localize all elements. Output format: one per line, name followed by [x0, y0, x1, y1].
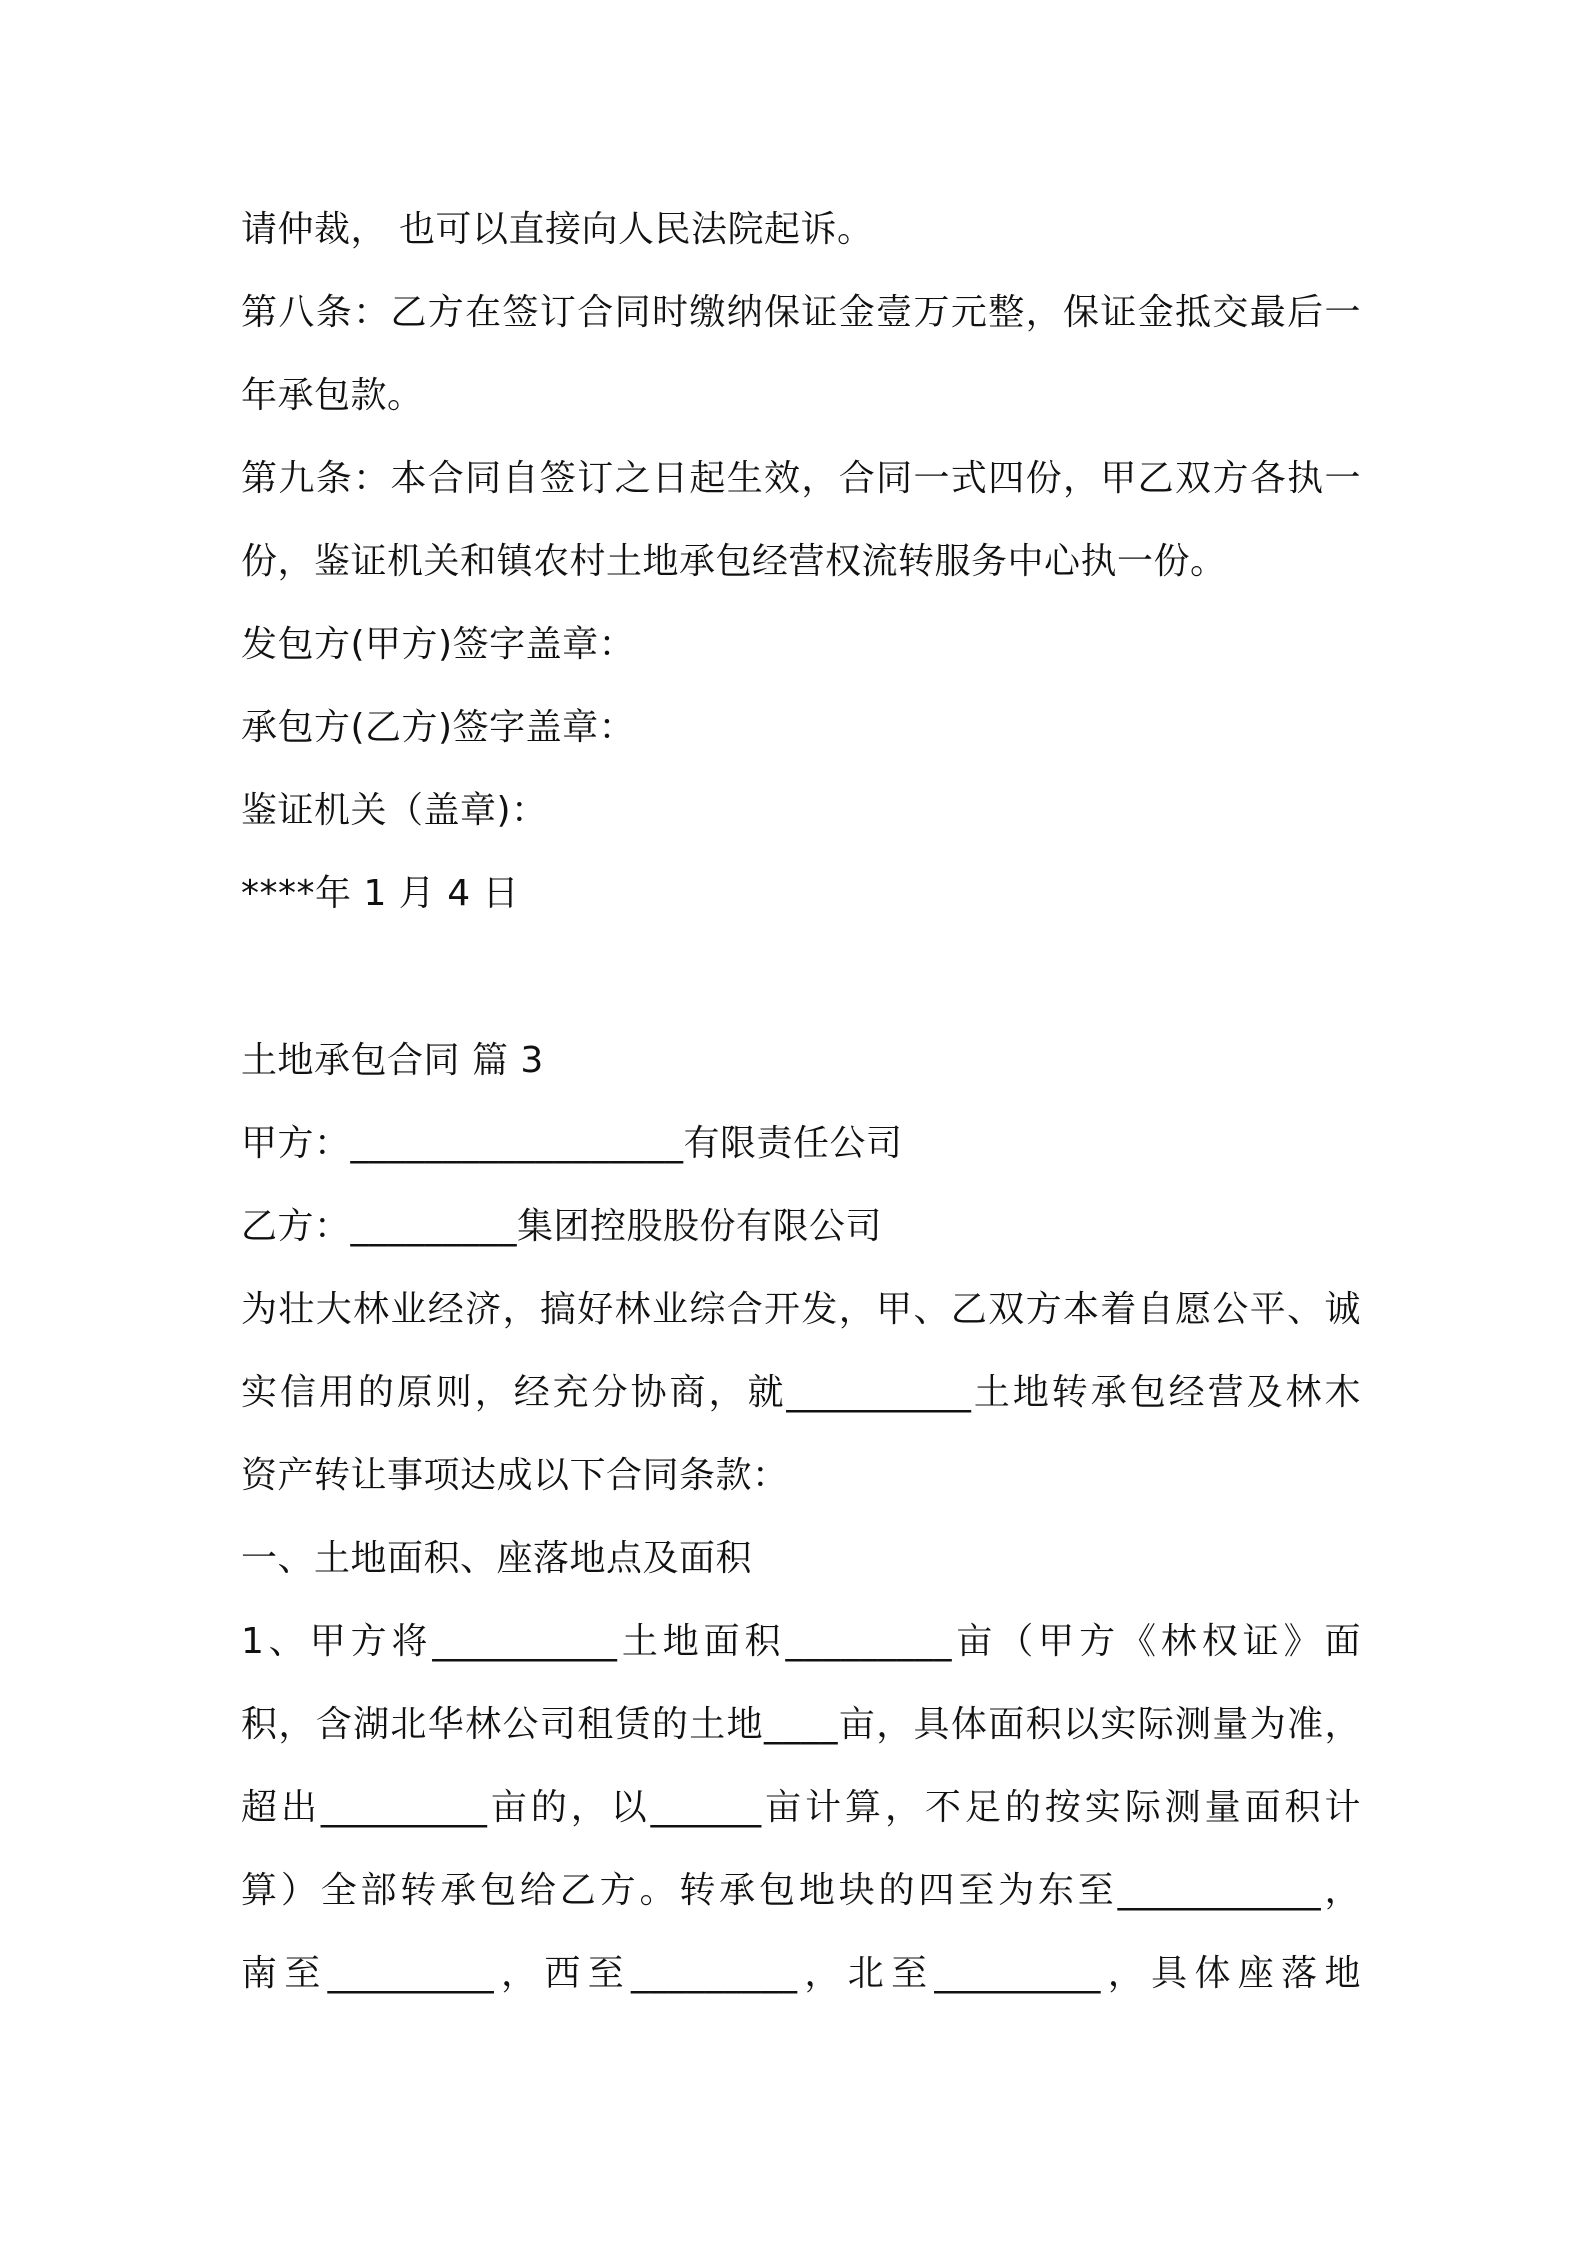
text-line: 算）全部转承包给乙方。转承包地块的四至为东至___________，	[241, 1870, 1361, 1911]
date-line: ****年 1 月 4 日	[241, 873, 520, 914]
text-line: 积，含湖北华林公司租赁的土地____亩，具体面积以实际测量为准，	[241, 1704, 1361, 1745]
text-line: 超出_________亩的，以______亩计算，不足的按实际测量面积计	[241, 1787, 1361, 1828]
text-line: 请仲裁， 也可以直接向人民法院起诉。	[241, 209, 874, 250]
signature-line-party-a: 发包方(甲方)签字盖章：	[241, 624, 636, 665]
text-line: 1、甲方将__________土地面积_________亩（甲方《林权证》面	[241, 1621, 1361, 1662]
party-b-line: 乙方：_________集团控股股份有限公司	[241, 1206, 883, 1247]
text-line: 第九条：本合同自签订之日起生效，合同一式四份，甲乙双方各执一	[241, 458, 1361, 499]
text-line: 年承包款。	[241, 375, 424, 416]
text-line: 份，鉴证机关和镇农村土地承包经营权流转服务中心执一份。	[241, 541, 1227, 582]
signature-line-authority: 鉴证机关（盖章)：	[241, 790, 548, 831]
text-line: 为壮大林业经济，搞好林业综合开发，甲、乙双方本着自愿公平、诚	[241, 1289, 1361, 1330]
section-title: 土地承包合同 篇 3	[241, 1040, 544, 1081]
text-line: 资产转让事项达成以下合同条款：	[241, 1455, 789, 1496]
text-line: 第八条：乙方在签订合同时缴纳保证金壹万元整，保证金抵交最后一	[241, 292, 1361, 333]
signature-line-party-b: 承包方(乙方)签字盖章：	[241, 707, 636, 748]
party-a-line: 甲方：__________________有限责任公司	[241, 1123, 903, 1164]
text-line: 南至_________，西至_________，北至_________，具体座落地	[241, 1953, 1361, 1994]
clause-heading: 一、土地面积、座落地点及面积	[241, 1538, 753, 1579]
text-line: 实信用的原则，经充分协商，就__________土地转承包经营及林木	[241, 1372, 1361, 1413]
